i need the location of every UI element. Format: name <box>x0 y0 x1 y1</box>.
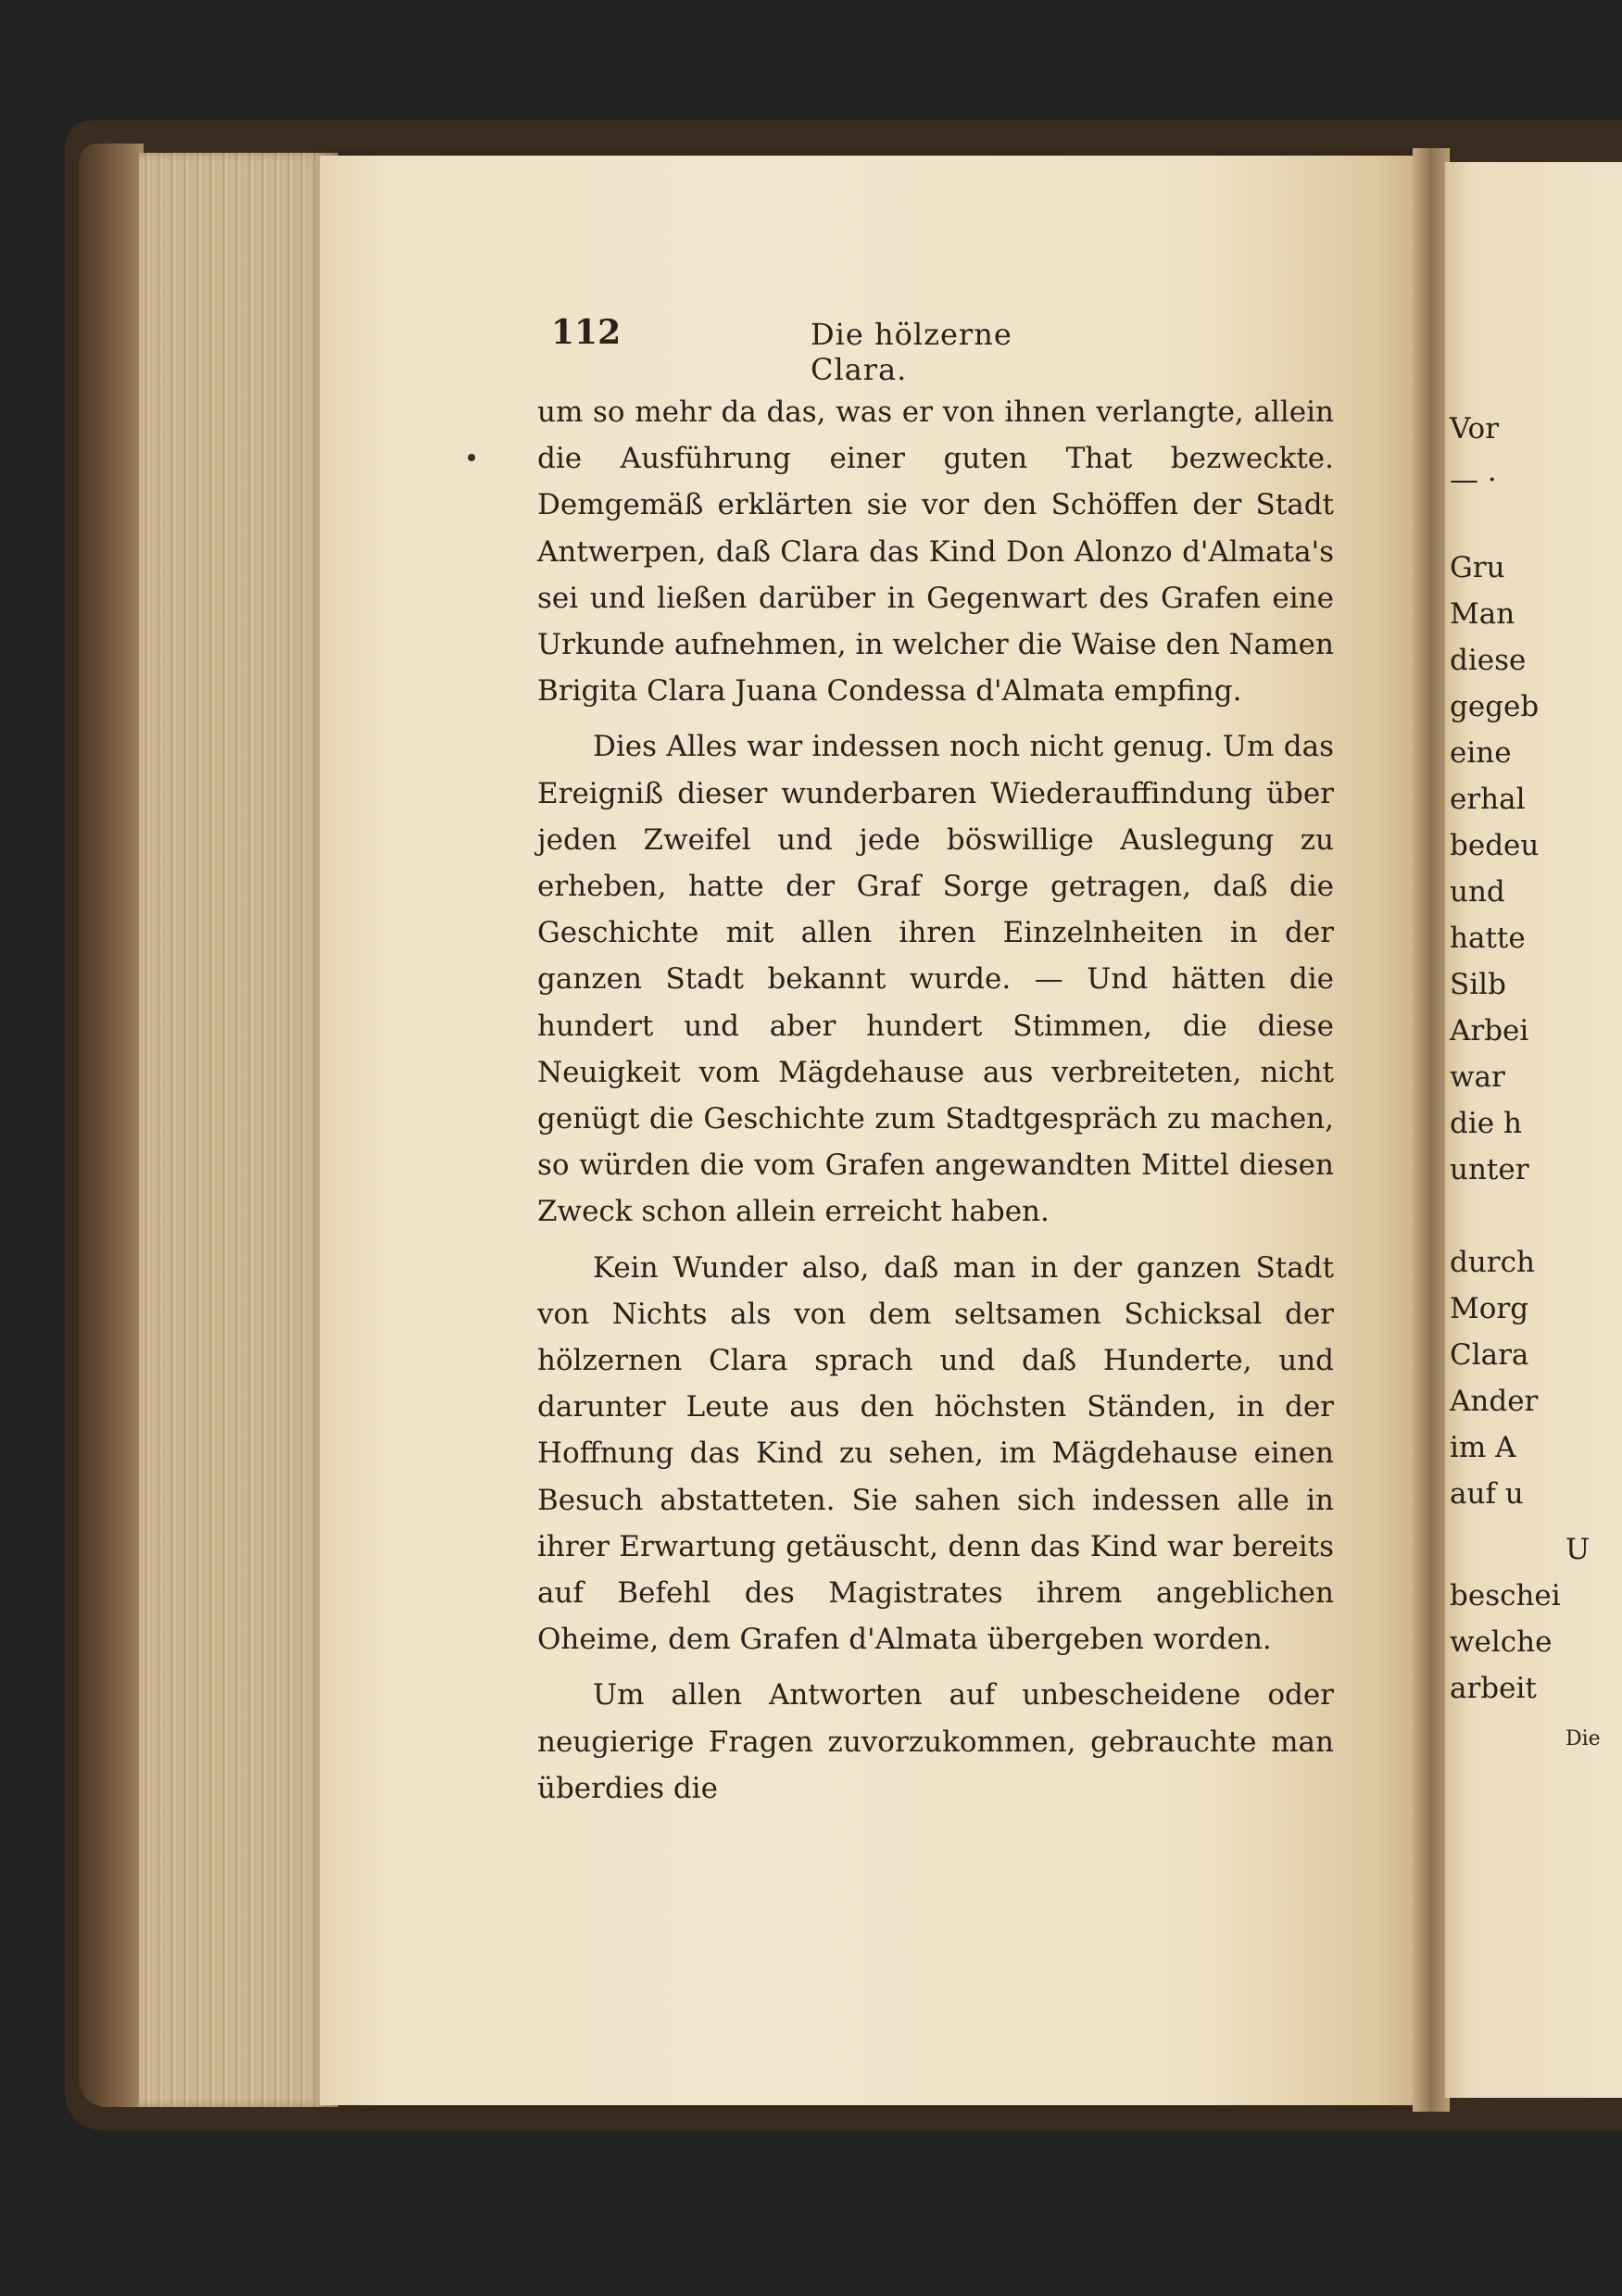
right-line: hatte <box>1450 922 1526 955</box>
right-line: eine <box>1450 736 1512 770</box>
ink-speck <box>468 454 475 461</box>
page-stack-edges <box>139 153 338 2107</box>
body-text <box>537 389 1334 1821</box>
right-line: im A <box>1450 1431 1516 1464</box>
right-line: arbeit <box>1450 1672 1537 1705</box>
page-number: 112 <box>551 313 622 352</box>
right-line: — · <box>1450 463 1497 496</box>
right-line: erhal <box>1450 783 1526 816</box>
paragraph-3: Kein Wunder also, daß man in der ganzen Stadt von Nichts als von dem seltsamen Schicksal der hölzernen Clara sprach und daß Hunderte, und darunter Leute aus den höchsten Ständen, in der Hoffnung das Kind zu sehen, im Mägdehause einen Besuch abstatteten. Sie sahen sich indessen alle in ihrer Erwartung getäuscht, denn das Kind war bereits auf Befehl des Magistrates ihrem angeblichen Oheime, dem Grafen d'Almata übergeben worden. <box>537 1250 1334 1657</box>
paragraph-4: Um allen Antworten auf unbescheidene oder neugierige Fragen zuvorzukommen, gebrauchte man überdies die <box>537 1678 1334 1805</box>
paragraph-1: um so mehr da das, was er von ihnen verlangte, allein die Ausführung einer guten That bezweckte. Demgemäß erklärten sie vor den Schöffen der Stadt Antwerpen, daß Clara das Kind Don Alonzo d'Almata's sei und ließen darüber in Gegenwart des Grafen eine Urkunde aufnehmen, in welcher die Waise den Namen Brigita Clara Juana Condessa d'Almata empfing. <box>537 395 1334 709</box>
right-footer-line: Die <box>1565 1727 1601 1750</box>
right-line: Arbei <box>1450 1014 1529 1048</box>
running-title: Die hölzerne Clara. <box>811 317 1012 387</box>
right-line: Silb <box>1450 968 1506 1001</box>
right-line: Morg <box>1450 1292 1529 1325</box>
right-line: Ander <box>1450 1385 1539 1418</box>
right-line: U <box>1565 1533 1591 1566</box>
right-line: unter <box>1450 1153 1529 1186</box>
right-line: diese <box>1450 644 1527 677</box>
right-line: bedeu <box>1450 829 1540 862</box>
right-line: und <box>1450 875 1505 909</box>
right-line: Man <box>1450 597 1515 631</box>
right-line: welche <box>1450 1625 1553 1659</box>
right-line: durch <box>1450 1246 1535 1279</box>
book-gutter <box>1413 148 1450 2112</box>
right-line: beschei <box>1450 1579 1561 1612</box>
paragraph-2: Dies Alles war indessen noch nicht genug. Um das Ereigniß dieser wunderbaren Wiederauffindung über jeden Zweifel und jede böswillige Auslegung zu erheben, hatte der Graf Sorge getragen, daß die Geschichte mit allen ihren Einzelnheiten in der ganzen Stadt bekannt wurde. — Und hätten die hundert und aber hundert Stimmen, die diese Neuigkeit vom Mägdehause aus verbreiteten, nicht genügt die Geschichte zum Stadtgespräch zu machen, so würden die vom Grafen angewandten Mittel diesen Zweck schon allein erreicht haben. <box>537 730 1334 1229</box>
book-spine-edge <box>79 144 144 2107</box>
right-line: gegeb <box>1450 690 1540 723</box>
page-header <box>551 313 1079 387</box>
right-line: war <box>1450 1060 1505 1094</box>
right-line: die h <box>1450 1107 1522 1140</box>
right-line: Gru <box>1450 551 1505 584</box>
right-line: Clara <box>1450 1338 1529 1372</box>
right-line: Vor <box>1450 412 1500 445</box>
right-line: auf u <box>1450 1477 1524 1511</box>
